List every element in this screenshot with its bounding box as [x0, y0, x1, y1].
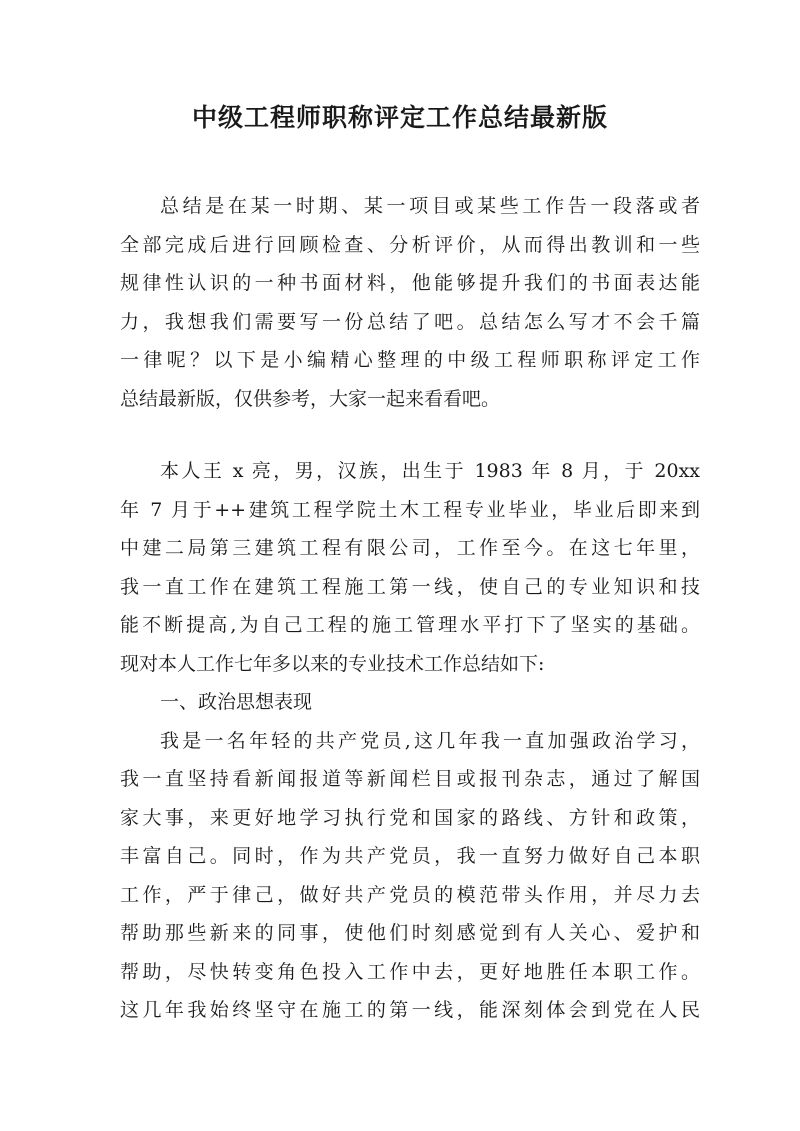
text-line: 本人王 x 亮，男，汉族，出生于 1983 年 8 月，于 20xx: [160, 460, 700, 482]
text-line: 总结最新版，仅供参考，大家一起来看看吧。: [120, 387, 501, 410]
text-line: 总结是在某一时期、某一项目或某些工作告一段落或者: [160, 195, 700, 217]
text-line: 帮助，尽快转变角色投入工作中去，更好地胜任本职工作。: [120, 960, 700, 983]
text-line: 我是一名年轻的共产党员,这几年我一直加强政治学习，: [160, 729, 700, 752]
text-line: 我一直坚持看新闻报道等新闻栏目或报刊杂志，通过了解国: [120, 768, 700, 790]
text-line: 丰富自己。同时，作为共产党员，我一直努力做好自己本职: [120, 845, 700, 867]
section-heading: 一、政治思想表现: [160, 691, 313, 713]
text-line: 我一直工作在建筑工程施工第一线，使自己的专业知识和技: [120, 575, 700, 598]
text-line: 全部完成后进行回顾检查、分析评价，从而得出教训和一些: [120, 233, 700, 256]
text-line: 中建二局第三建筑工程有限公司，工作至今。在这七年里，: [120, 537, 700, 559]
body-text: [120, 452, 700, 1030]
text-line: 这几年我始终坚守在施工的第一线，能深刻体会到党在人民: [120, 999, 700, 1021]
text-line: 工作，严于律己，做好共产党员的模范带头作用，并尽力去: [120, 883, 700, 906]
intro-paragraph: [120, 187, 700, 418]
text-line: 家大事，来更好地学习执行党和国家的路线、方针和政策，: [120, 806, 700, 829]
text-line: 力，我想我们需要写一份总结了吧。总结怎么写才不会千篇: [120, 310, 700, 333]
text-line: 年 7 月于++建筑工程学院土木工程专业毕业，毕业后即来到: [120, 498, 700, 521]
text-line: 现对本人工作七年多以来的专业技术工作总结如下:: [120, 652, 545, 675]
text-line: 一律呢？以下是小编精心整理的中级工程师职称评定工作: [120, 349, 700, 371]
text-line: 规律性认识的一种书面材料，他能够提升我们的书面表达能: [120, 272, 700, 294]
text-line: 能不断提高,为自己工程的施工管理水平打下了坚实的基础。: [120, 614, 700, 636]
document-title: 中级工程师职称评定工作总结最新版: [191, 103, 608, 132]
text-line: 帮助那些新来的同事，使他们时刻感觉到有人关心、爱护和: [120, 922, 700, 944]
